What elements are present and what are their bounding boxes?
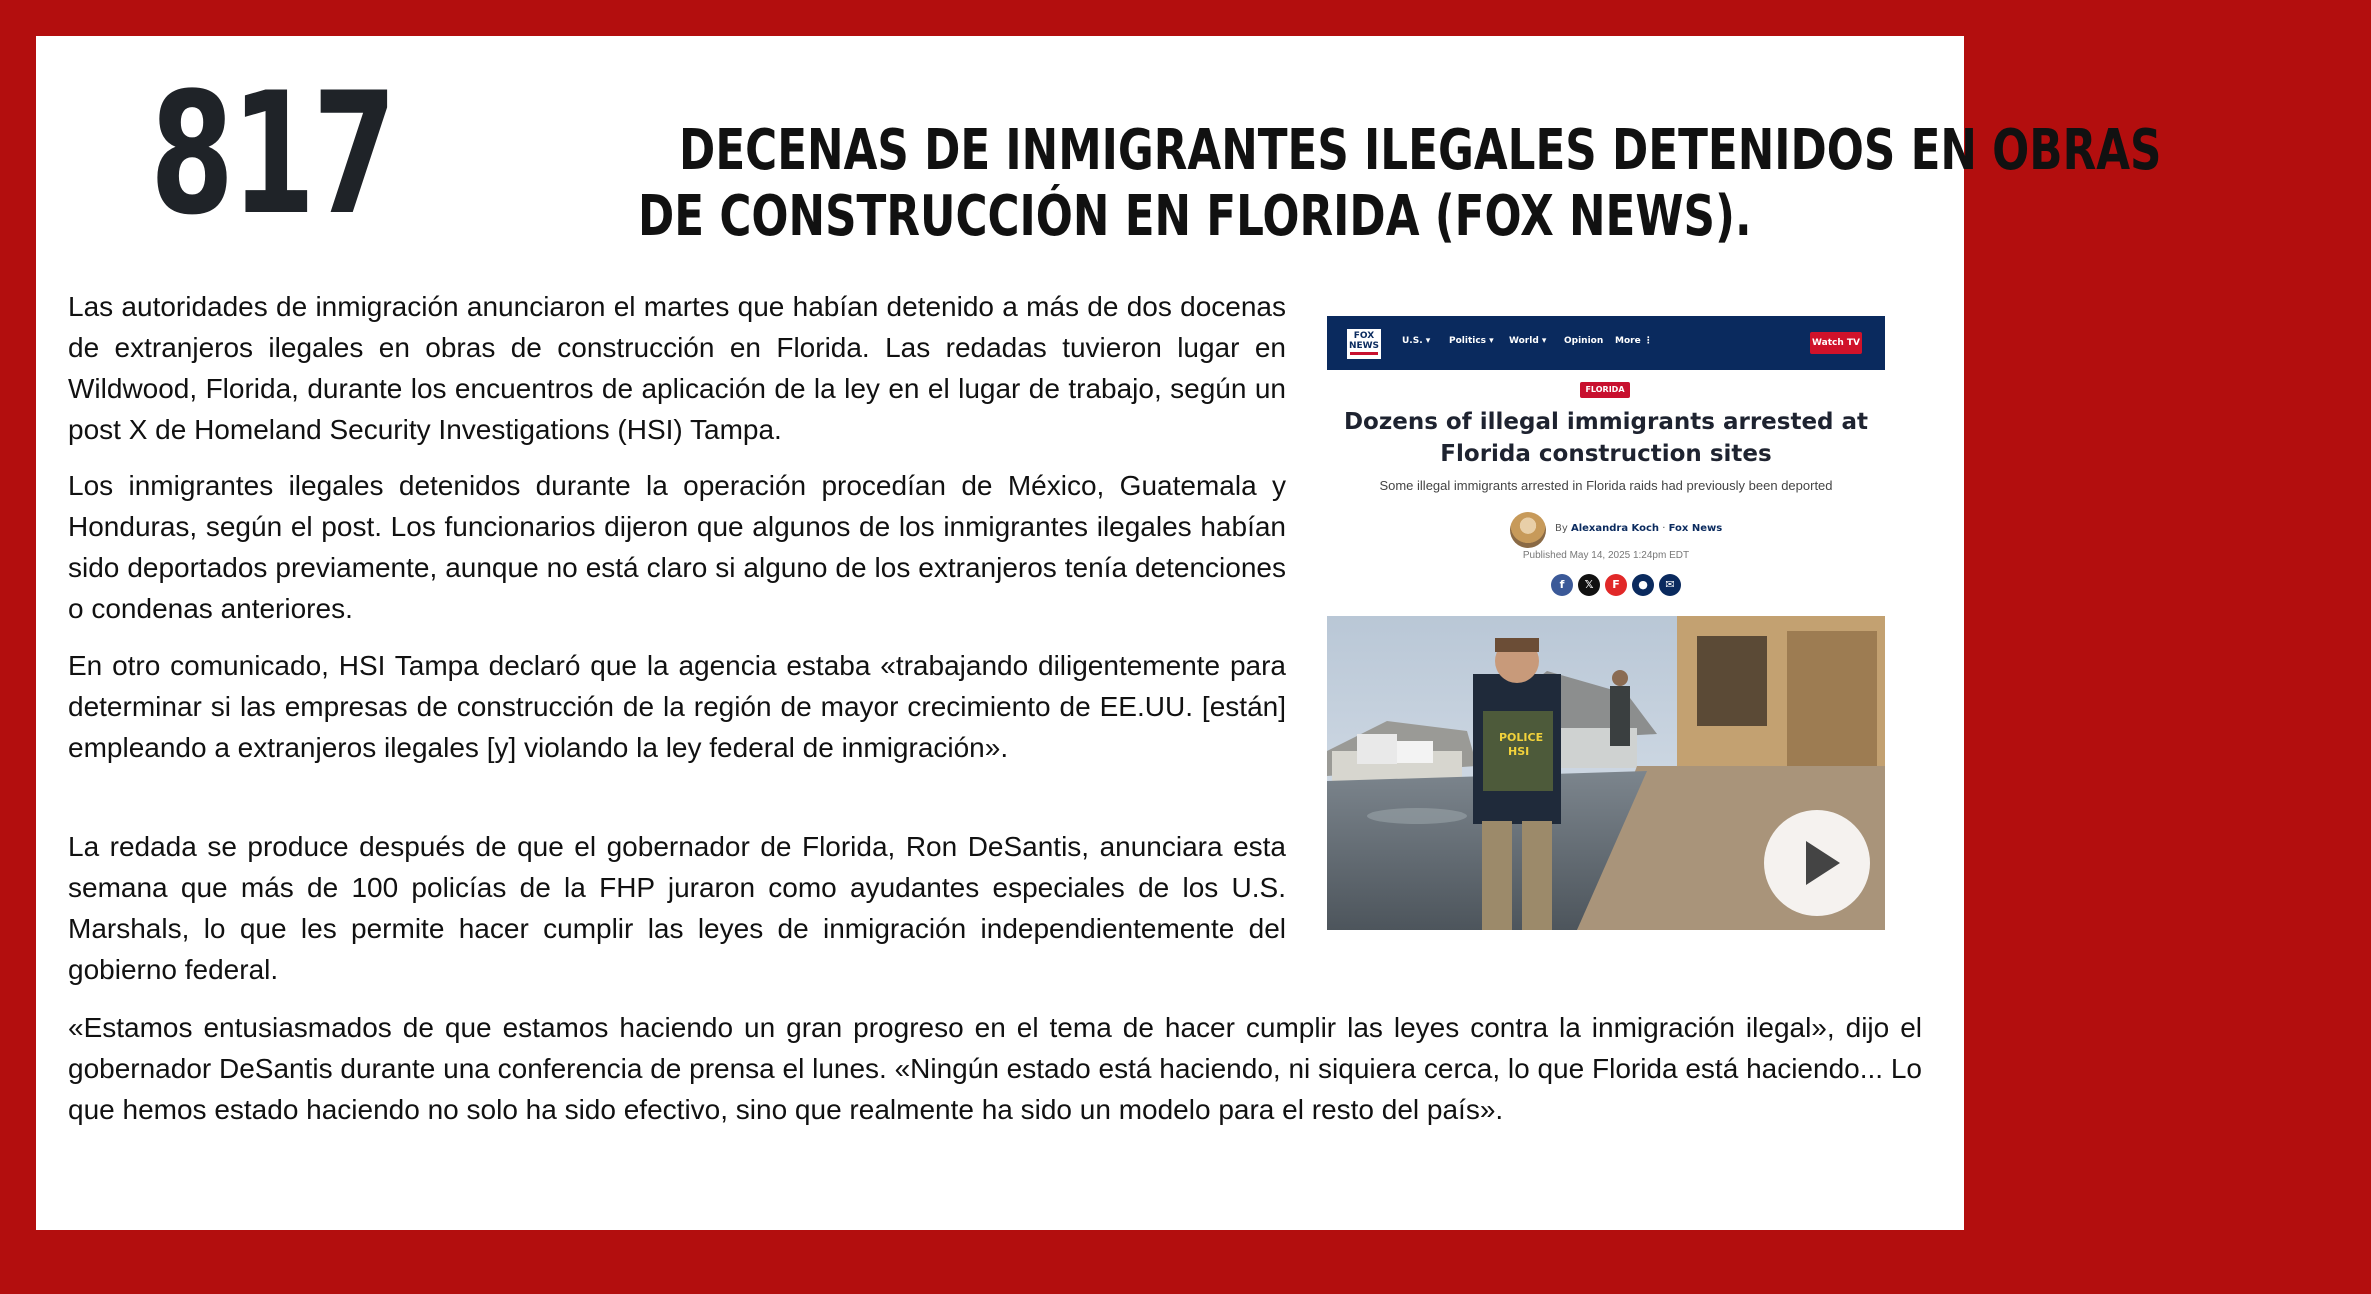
author-link[interactable]: Alexandra Koch <box>1570 523 1660 534</box>
facebook-icon[interactable]: f <box>1551 574 1573 596</box>
fox-article-title: Dozens of illegal immigrants arrested at Florida construction sites <box>1343 409 1869 467</box>
outlet-link[interactable]: Fox News <box>1668 523 1723 534</box>
nav-item-world[interactable]: World ▾ <box>1509 336 1547 346</box>
nav-item-opinion[interactable]: Opinion <box>1564 336 1604 346</box>
paragraph-5: «Estamos entusiasmados de que estamos haciendo un gran progreso en el tema de hacer cumplir las leyes contra la inmigración ilegal», dijo el gobernador DeSantis durante una conferencia de prensa el lunes. «Ningún estado está haciendo, ni siquiera cerca, lo que Florida está haciendo... Lo que hemos estado haciendo no solo ha sido efectivo, sino que realmente ha sido un modelo para el resto del país». <box>68 1012 1922 1125</box>
fox-logo-line-2: NEWS <box>1348 341 1380 351</box>
nav-item-more[interactable]: More ⋮ <box>1615 336 1653 346</box>
vest-text-police: POLICE <box>1499 731 1544 744</box>
headline-line-2: DE CONSTRUCCIÓN EN FLORIDA (FOX NEWS). <box>638 184 1752 250</box>
issue-number: 817 <box>150 56 394 252</box>
fox-news-logo[interactable] <box>1347 329 1381 359</box>
x-icon[interactable]: 𝕏 <box>1578 574 1600 596</box>
fox-news-screenshot <box>1327 316 1885 930</box>
byline-prefix: By <box>1555 523 1568 534</box>
byline <box>1555 523 1722 534</box>
play-button[interactable] <box>1764 810 1870 916</box>
byline-separator: · <box>1662 523 1666 534</box>
published-date: Published May 14, 2025 1:24pm EDT <box>1522 550 1690 561</box>
paragraph-3: En otro comunicado, HSI Tampa declaró que la agencia estaba «trabajando diligentemente para determinar si las empresas de construcción de la región de mayor crecimiento de EE.UU. [están] empleando a extranjeros ilegales [y] violando la ley federal de inmigración». <box>68 650 1286 763</box>
headline <box>470 118 2162 250</box>
article-video[interactable] <box>1327 616 1885 930</box>
flipboard-icon[interactable]: F <box>1605 574 1627 596</box>
fox-logo-red-bar <box>1350 352 1378 355</box>
nav-item-us[interactable]: U.S. ▾ <box>1402 336 1431 346</box>
fox-logo-line-1: FOX <box>1353 331 1375 341</box>
fox-nav-bar <box>1327 316 1885 370</box>
author-avatar <box>1510 512 1546 548</box>
comment-icon[interactable]: ● <box>1632 574 1654 596</box>
fox-article-subtitle: Some illegal immigrants arrested in Florida raids had previously been deported <box>1379 478 1833 493</box>
nav-item-politics[interactable]: Politics ▾ <box>1449 336 1494 346</box>
paragraph-1: Las autoridades de inmigración anunciaron el martes que habían detenido a más de dos docenas de extranjeros ilegales en obras de construcción en Florida. Las redadas tuvieron lugar en Wildwood, Florida, durante los encuentros de aplicación de la ley en el lugar de trabajo, según un post X de Homeland Security Investigations (HSI) Tampa. <box>68 291 1286 445</box>
headline-line-1: DECENAS DE INMIGRANTES ILEGALES DETENIDOS EN OBRAS <box>679 118 2162 183</box>
paragraph-2: Los inmigrantes ilegales detenidos durante la operación procedían de México, Guatemala y Honduras, según el post. Los funcionarios dijeron que algunos de los inmigrantes ilegales habían sido deportados previamente, aunque no está claro si alguno de los extranjeros tenía detenciones o condenas anteriores. <box>68 470 1286 624</box>
paragraph-4: La redada se produce después de que el gobernador de Florida, Ron DeSantis, anunciara esta semana que más de 100 policías de la FHP juraron como ayudantes especiales de los U.S. Marshals, lo que les permite hacer cumplir las leyes de inmigración independientemente del gobierno federal. <box>68 831 1286 985</box>
watch-tv-button[interactable]: Watch TV <box>1810 332 1862 354</box>
email-icon[interactable]: ✉ <box>1659 574 1681 596</box>
vest-text-hsi: HSI <box>1508 745 1530 758</box>
category-tag[interactable]: FLORIDA <box>1580 382 1630 398</box>
